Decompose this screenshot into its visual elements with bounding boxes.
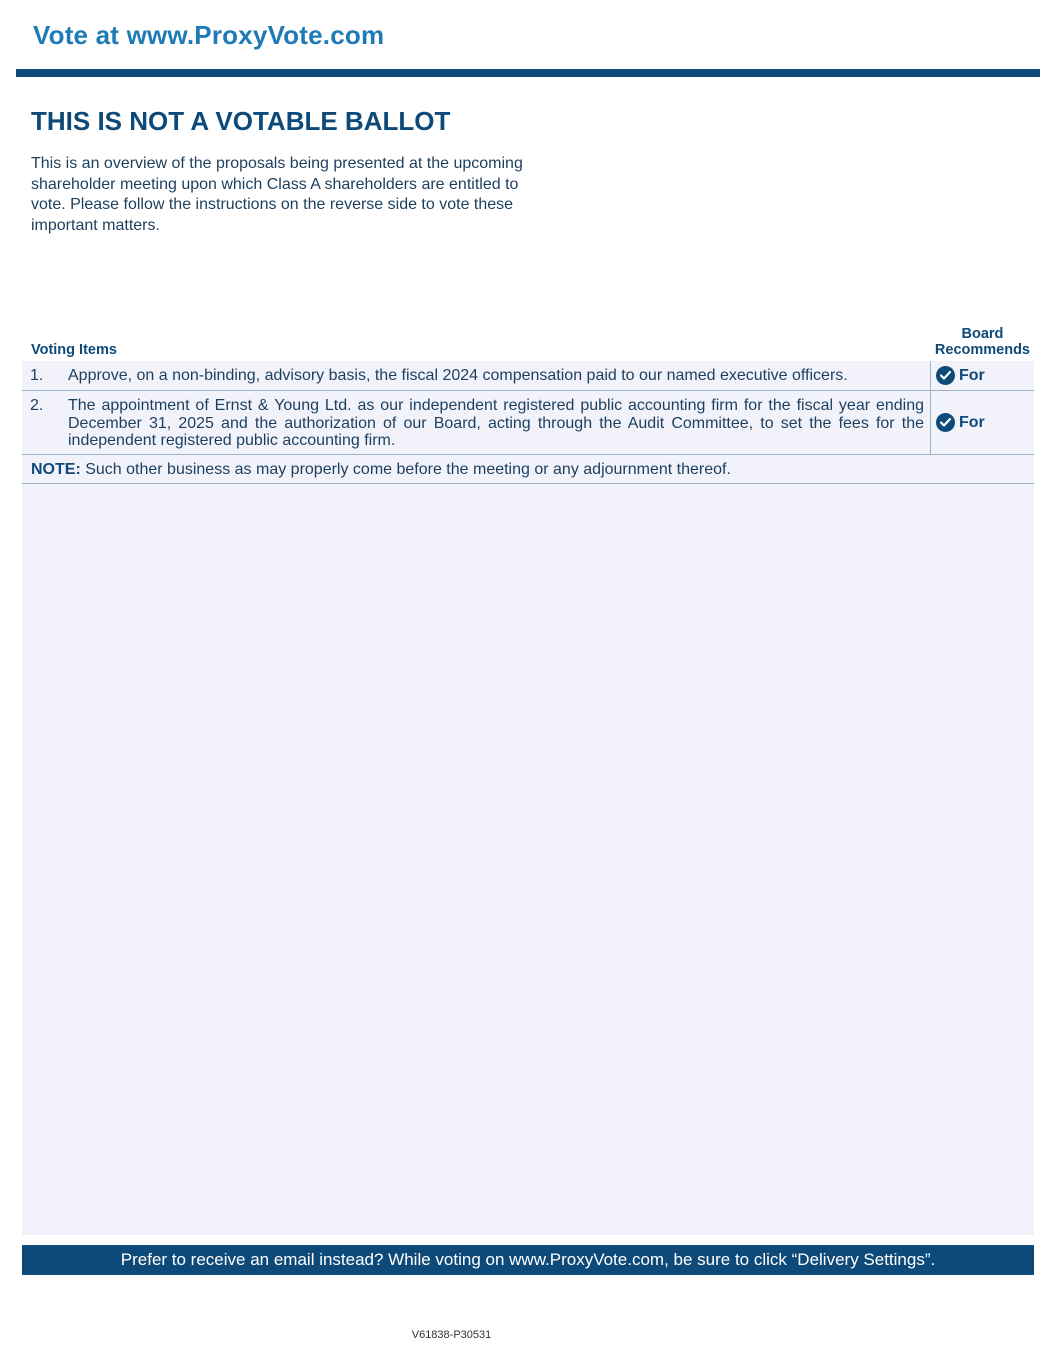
column-board-recommends — [935, 326, 1030, 358]
item-description: The appointment of Ernst & Young Ltd. as our independent registered public accounting firm for the fiscal year ending December 31, 2025 and the authorization of our Board, acting through the Audit Committee, to set the fees for the independent registered public accounting firm. — [68, 397, 924, 449]
header-title: Vote at www.ProxyVote.com — [33, 20, 385, 50]
column-voting-items: Voting Items — [31, 342, 117, 358]
document-code: V61838-P30531 — [411, 1329, 492, 1341]
ballot-heading: THIS IS NOT A VOTABLE BALLOT — [31, 106, 451, 136]
intro-paragraph: This is an overview of the proposals being presented at the upcoming shareholder meeting upon which Class A shareholders are entitled to vote. Please follow the instructions on the reverse side to vote these important matters. — [31, 155, 523, 234]
check-circle-icon — [936, 366, 955, 385]
note-row — [22, 455, 1034, 484]
note-label: NOTE: — [31, 461, 81, 478]
recommendation — [936, 366, 985, 385]
recommendation-cell — [930, 391, 1035, 454]
voting-item-row — [22, 361, 1034, 391]
column-board-line2: Recommends — [934, 342, 1030, 358]
note-text: Such other business as may properly come before the meeting or any adjournment thereof. — [80, 461, 731, 478]
recommendation-cell — [930, 361, 1035, 390]
recommendation — [936, 413, 985, 432]
voting-item-row — [22, 391, 1034, 455]
note — [31, 461, 731, 479]
recommendation-label: For — [959, 413, 985, 431]
recommendation-label: For — [959, 366, 985, 384]
item-description: Approve, on a non-binding, advisory basis, the fiscal 2024 compensation paid to our named executive officers. — [68, 367, 848, 384]
voting-items-table — [22, 361, 1034, 1235]
header-divider — [16, 69, 1040, 77]
check-circle-icon — [936, 413, 955, 432]
email-delivery-banner: Prefer to receive an email instead? While voting on www.ProxyVote.com, be sure to click “Delivery Settings”. — [22, 1245, 1034, 1275]
item-number: 1. — [30, 367, 44, 384]
column-board-line1: Board — [961, 326, 1004, 342]
item-number: 2. — [30, 397, 44, 414]
table-header — [22, 324, 1034, 360]
